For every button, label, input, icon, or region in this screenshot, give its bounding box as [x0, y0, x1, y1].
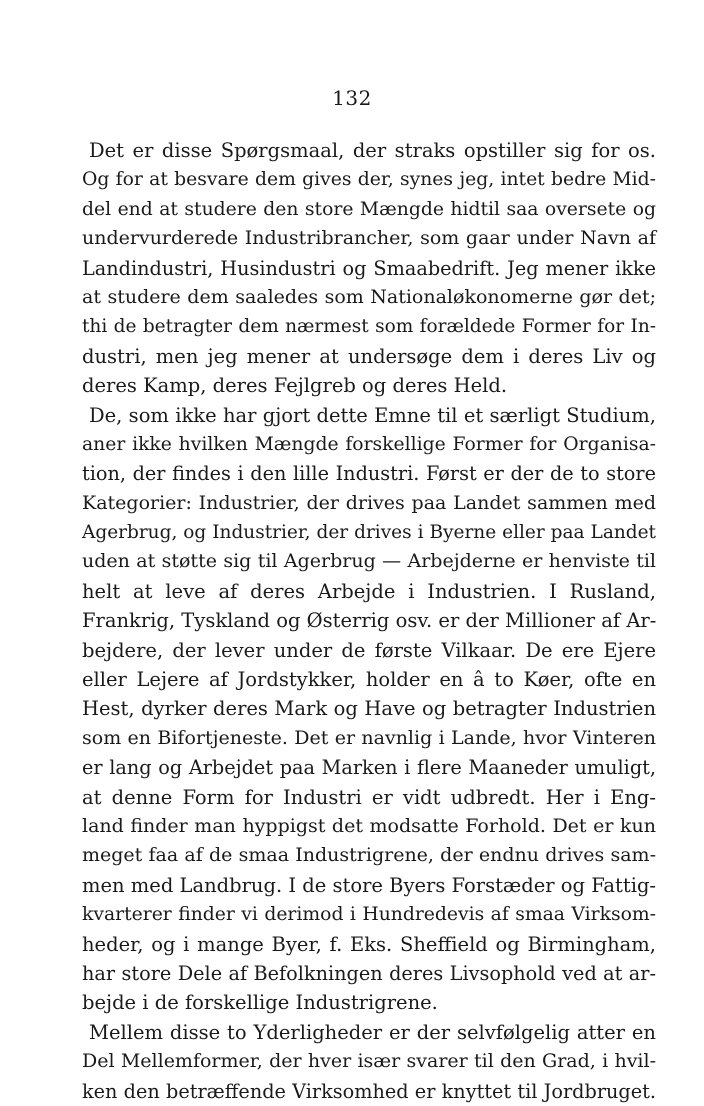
text-line: bejdere, der lever under de første Vilkaar. De ere Ejere [82, 638, 656, 662]
text-line: Agerbrug, og Industrier, der drives i Byerne eller paa Landet [82, 522, 656, 544]
text-line: at denne Form for Industri er vidt udbredt. Her i Eng- [82, 785, 656, 809]
text-line: Del Mellemformer, der hver især svarer til den Grad, i hvil- [82, 1050, 656, 1073]
body-text [82, 136, 656, 1106]
text-line: kvarterer finder vi derimod i Hundredevis af smaa Virksom- [82, 904, 656, 926]
text-line: del end at studere den store Mængde hidtil saa oversete og [82, 198, 656, 220]
text-line: Kategorier: Industrier, der drives paa Landet sammen med [82, 491, 656, 514]
text-line: deres Kamp, deres Fejlgreb og deres Held. [82, 374, 508, 398]
text-line: Hest, dyrker deres Mark og Have og betragter Industrien [82, 697, 656, 721]
text-line: er lang og Arbejdet paa Marken i flere Maaneder umuligt, [82, 756, 656, 780]
text-line: dustri, men jeg mener at undersøge dem i deres Liv og [82, 344, 656, 368]
text-line: De, som ikke har gjort dette Emne til et særligt Studium, [89, 403, 656, 427]
text-line: ken den betræffende Virksomhed er knyttet til Jordbruget. [82, 1079, 656, 1103]
page-number: 132 [332, 86, 372, 110]
text-line: uden at støtte sig til Agerbrug — Arbejderne er henviste til [82, 550, 656, 573]
text-line: Det er disse Spørgsmaal, der straks opstiller sig for os. [89, 139, 656, 162]
text-line: land finder man hyppigst det modsatte Forhold. Det er kun [82, 814, 656, 837]
text-line: eller Lejere af Jordstykker, holder en â to Køer, ofte en [82, 668, 656, 692]
text-line: helt at leve af deres Arbejde i Industrien. I Rusland, [82, 579, 656, 603]
text-line: Frankrig, Tyskland og Østerrig osv. er der Millioner af Ar- [82, 609, 657, 633]
text-line: tion, der findes i den lille Industri. Først er der de to store [82, 462, 656, 486]
text-line: Og for at besvare dem gives der, synes jeg, intet bedre Mid- [82, 169, 656, 191]
text-line: at studere dem saaledes som Nationaløkonomerne gør det; [82, 285, 656, 308]
text-line: Mellem disse to Yderligheder er der selvfølgelig atter en [89, 1020, 656, 1044]
text-line: thi de betragter dem nærmest som forældede Former for In- [82, 316, 656, 338]
text-line: som en Bifortjeneste. Det er navnlig i Lande, hvor Vinteren [82, 726, 656, 749]
text-line: Landindustri, Husindustri og Smaabedrift. Jeg mener ikke [82, 256, 656, 280]
text-line: meget faa af de smaa Industrigrene, der endnu drives sam- [82, 844, 656, 867]
text-line: undervurderede Industribrancher, som gaar under Navn af [82, 227, 656, 250]
text-line: men med Landbrug. I de store Byers Forstæder og Fattig- [82, 873, 657, 897]
text-line: heder, og i mange Byer, f. Eks. Sheffield og Birmingham, [82, 932, 656, 956]
text-line: bejde i de forskellige Industrigrene. [82, 991, 438, 1015]
text-line: aner ikke hvilken Mængde forskellige Former for Organisa- [82, 433, 656, 455]
text-line: har store Dele af Befolkningen deres Livsophold ved at ar- [82, 961, 656, 985]
